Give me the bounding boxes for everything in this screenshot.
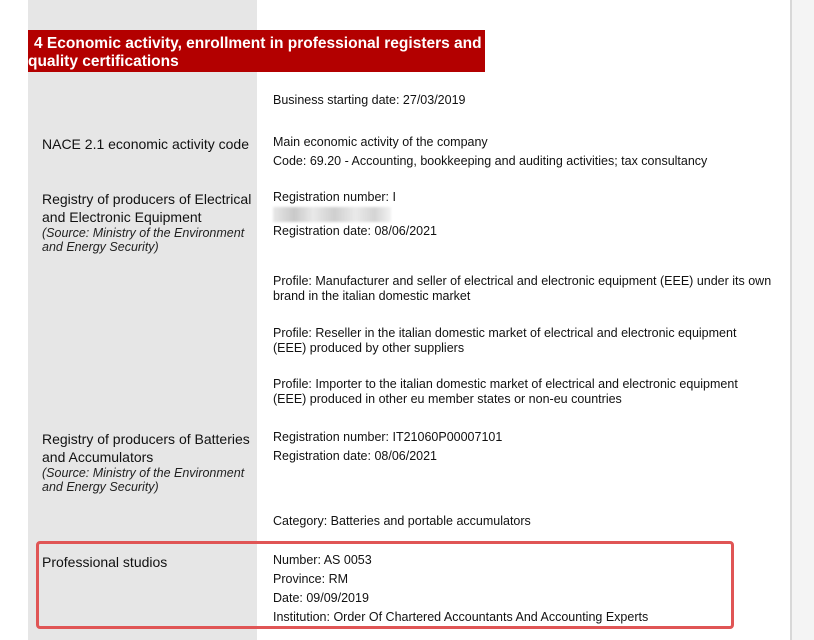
nace-value bbox=[273, 133, 791, 171]
nace-main-activity: Main economic activity of the company bbox=[273, 135, 488, 149]
eee-profile-2: Profile: Reseller in the italian domestic market of electrical and electronic equipment (EEE) produced by other suppliers bbox=[273, 326, 737, 355]
studio-institution: Institution: Order Of Chartered Accountants And Accounting Experts bbox=[273, 610, 649, 624]
battery-registration-number: Registration number: IT21060P00007101 bbox=[273, 430, 503, 444]
nace-label: NACE 2.1 economic activity code bbox=[42, 136, 249, 152]
eee-registry-title: Registry of producers of Electrical and Electronic Equipment bbox=[42, 191, 252, 225]
eee-registration-number bbox=[273, 188, 791, 222]
eee-registry-value bbox=[273, 188, 791, 241]
business-start-date: Business starting date: 27/03/2019 bbox=[273, 93, 466, 107]
section-title-line1: 4 Economic activity, enrollment in professional registers and bbox=[34, 35, 482, 52]
eee-registry-label bbox=[42, 190, 260, 254]
highlight-box bbox=[36, 541, 734, 629]
studio-date: Date: 09/09/2019 bbox=[273, 591, 369, 605]
eee-registration-number-text: Registration number: I bbox=[273, 190, 396, 204]
nace-code: Code: 69.20 - Accounting, bookkeeping and auditing activities; tax consultancy bbox=[273, 154, 708, 168]
eee-profile-1: Profile: Manufacturer and seller of electrical and electronic equipment (EEE) under its own brand in the italian domestic market bbox=[273, 274, 772, 303]
studio-province: Province: RM bbox=[273, 572, 349, 586]
redacted-blur bbox=[273, 207, 391, 222]
battery-registry-label bbox=[42, 430, 260, 494]
business-start-value bbox=[273, 93, 791, 108]
battery-category: Category: Batteries and portable accumulators bbox=[273, 514, 531, 528]
section-title-line2: quality certifications bbox=[28, 53, 179, 70]
section-header bbox=[28, 30, 485, 72]
page-edge-shade bbox=[792, 0, 814, 640]
battery-registry-value bbox=[273, 428, 791, 466]
professional-studios-label: Professional studios bbox=[42, 554, 168, 570]
studio-number: Number: AS 0053 bbox=[273, 553, 372, 567]
eee-registry-source: (Source: Ministry of the Environment and Energy Security) bbox=[42, 226, 245, 254]
battery-registry-source: (Source: Ministry of the Environment and Energy Security) bbox=[42, 466, 245, 494]
battery-registry-title: Registry of producers of Batteries and Accumulators bbox=[42, 431, 250, 465]
eee-profile-3: Profile: Importer to the italian domestic market of electrical and electronic equipment (EEE) produced in other eu member states or non-eu countries bbox=[273, 377, 738, 406]
battery-registration-date: Registration date: 08/06/2021 bbox=[273, 449, 438, 463]
eee-registration-date: Registration date: 08/06/2021 bbox=[273, 224, 438, 238]
